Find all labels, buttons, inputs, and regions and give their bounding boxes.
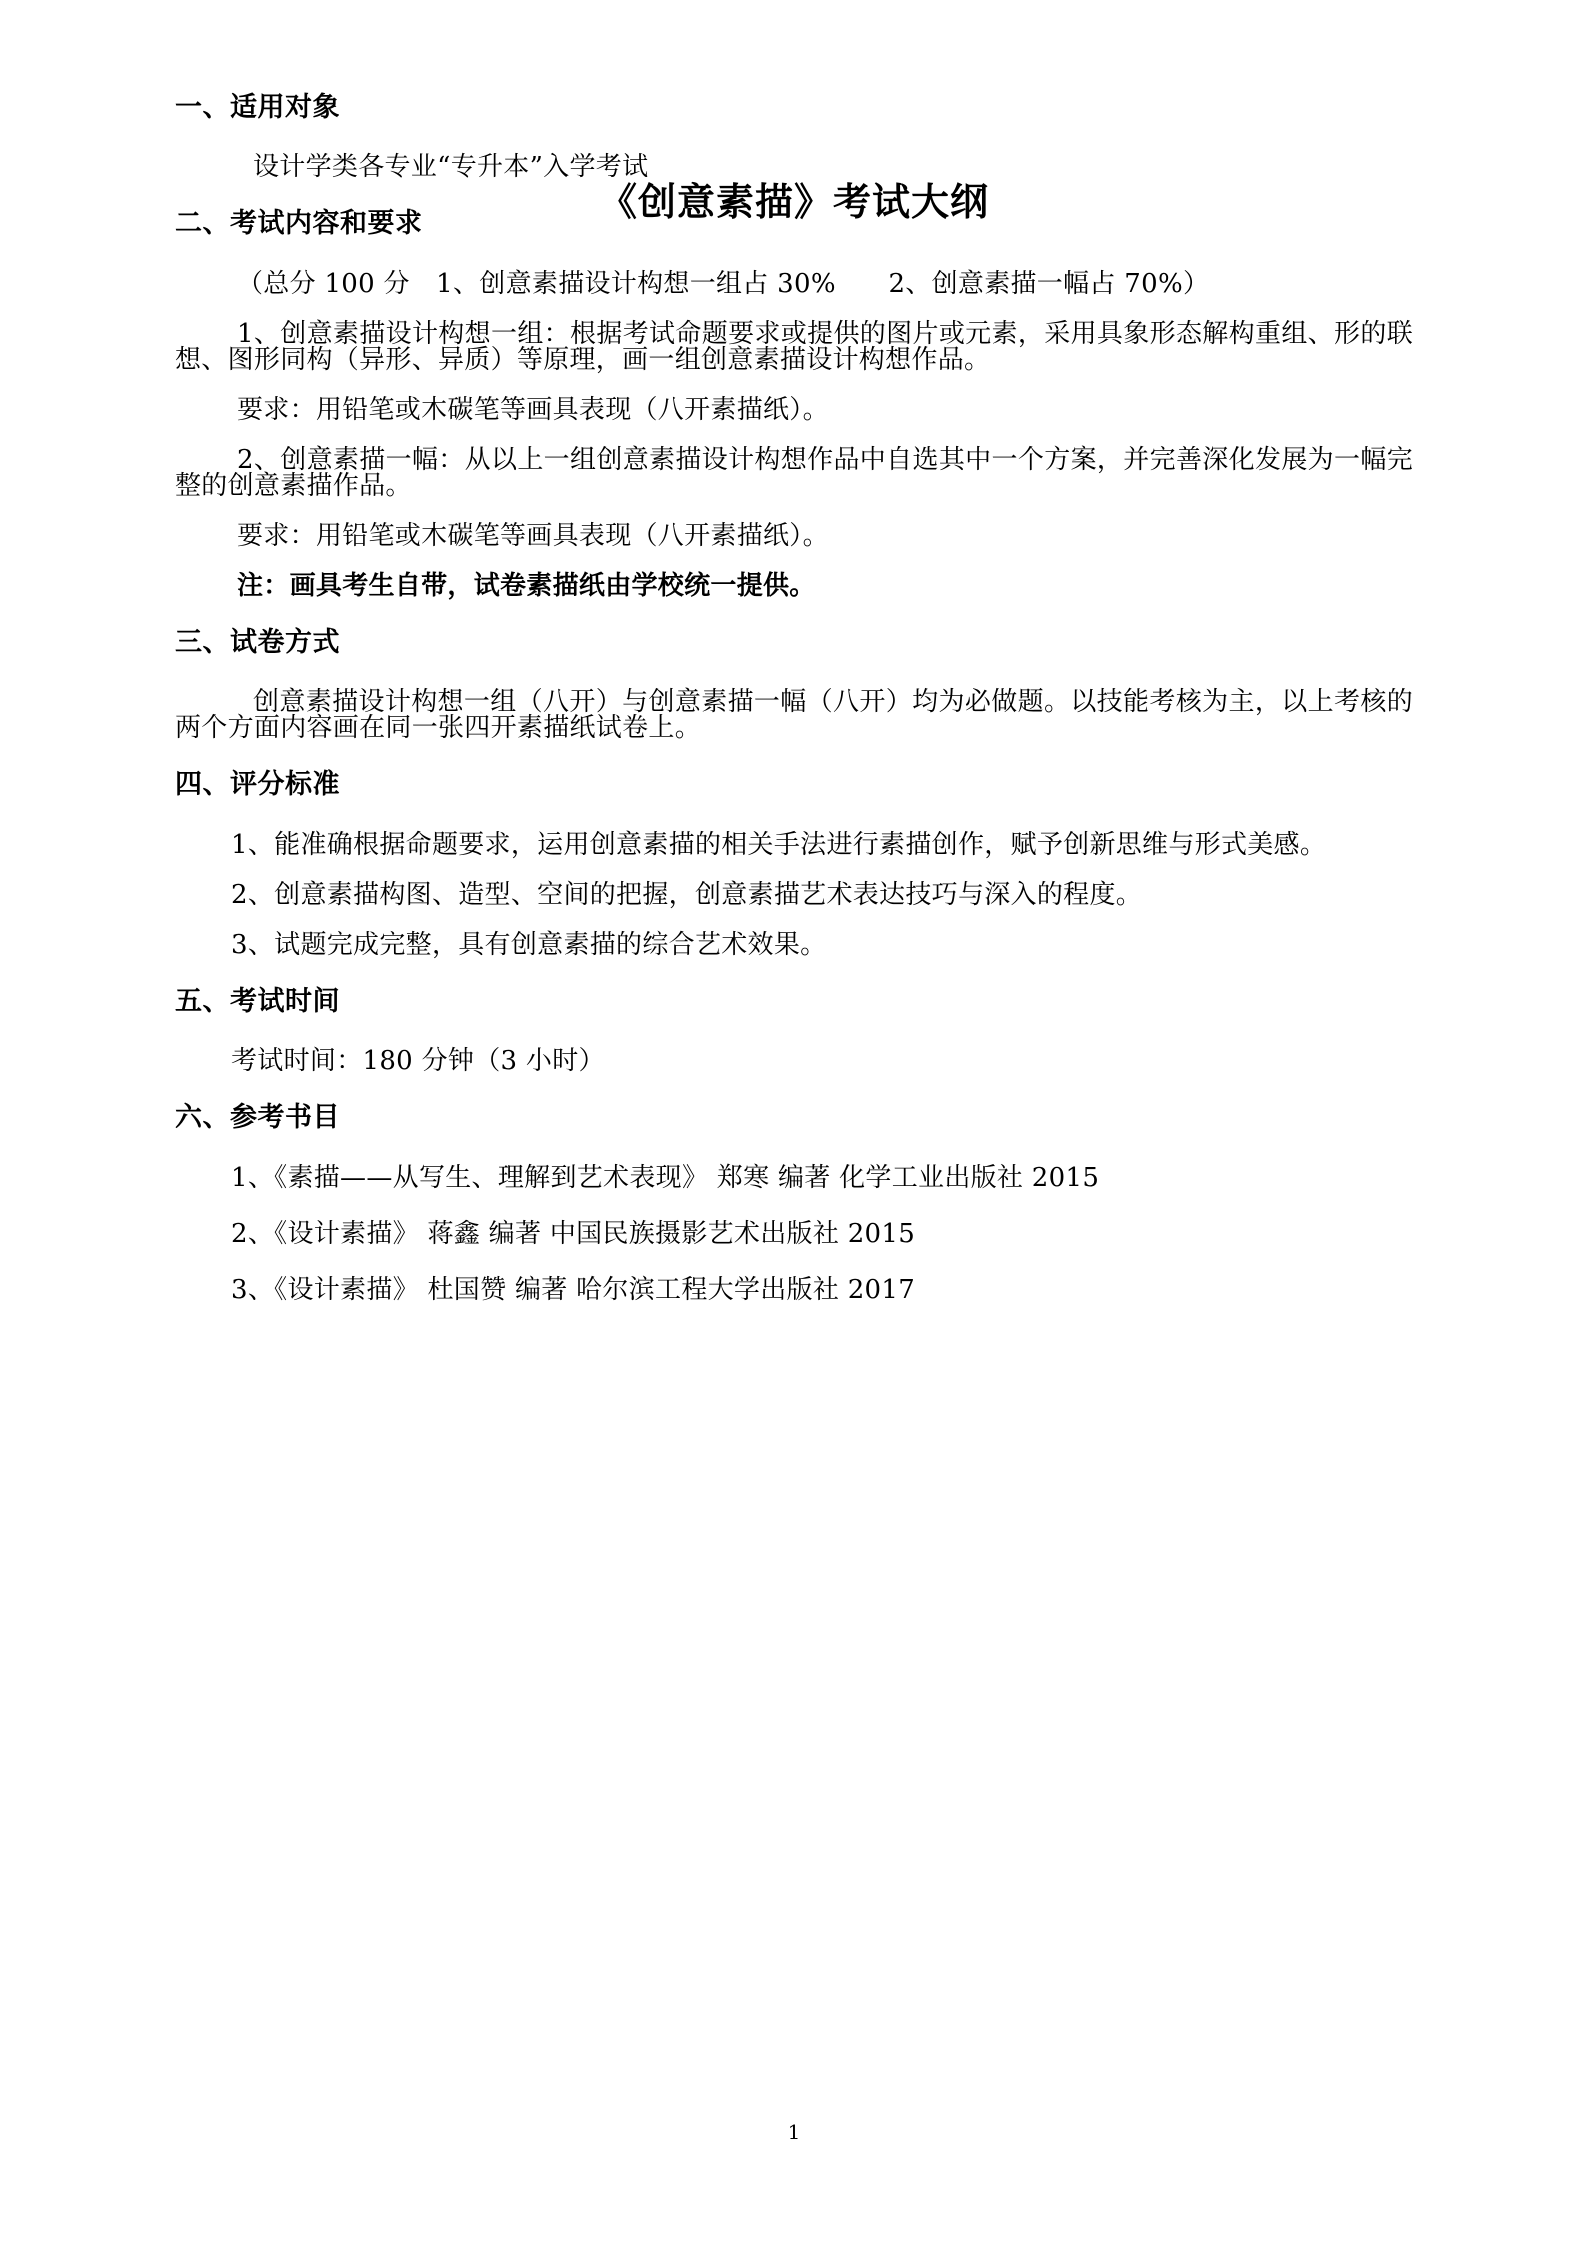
- spacer: [175, 1074, 1413, 1100]
- section-5-exam-duration: 考试时间：180 分钟（3 小时）: [231, 1046, 605, 1077]
- section-2-requirement-2: 要求：用铅笔或木碳笔等画具表现（八开素描纸）。: [237, 520, 829, 551]
- spacer: [175, 423, 1413, 447]
- spacer: [175, 1137, 1413, 1165]
- reference-item-1: 1、《素描——从写生、理解到艺术表现》 郑寒 编著 化学工业出版社 2015: [231, 1162, 1100, 1193]
- spacer: [175, 373, 1413, 397]
- reference-item-3: 3、《设计素描》 杜国赞 编著 哈尔滨工程大学出版社 2017: [231, 1274, 916, 1305]
- page-title: 《创意素描》考试大纲: [598, 180, 989, 224]
- page-number: 1: [787, 2120, 801, 2144]
- reference-item-2: 2、《设计素描》 蒋鑫 编著 中国民族摄影艺术出版社 2015: [231, 1218, 916, 1249]
- spacer: [175, 958, 1413, 984]
- spacer: [175, 1020, 1413, 1048]
- document-body: [175, 0, 1413, 1303]
- section-heading-6: 六、参考书目: [175, 1102, 340, 1134]
- spacer: [175, 126, 1413, 154]
- section-2-requirement-1: 要求：用铅笔或木碳笔等画具表现（八开素描纸）。: [237, 394, 829, 425]
- spacer: [175, 599, 1413, 625]
- spacer: [175, 243, 1413, 271]
- section-4-criterion-3: 3、试题完成完整，具有创意素描的综合艺术效果。: [231, 929, 827, 960]
- spacer: [175, 908, 1413, 932]
- spacer: [175, 804, 1413, 832]
- spacer: [175, 1191, 1413, 1221]
- section-heading-2: 二、考试内容和要求: [175, 208, 423, 240]
- spacer: [175, 741, 1413, 767]
- spacer: [175, 180, 1413, 206]
- section-2-item-2: 2、创意素描一幅：从以上一组创意素描设计构想作品中自选其中一个方案，并完善深化发展为一幅完整的创意素描作品。: [175, 444, 1413, 501]
- section-heading-1: 一、适用对象: [175, 92, 340, 123]
- spacer: [175, 1247, 1413, 1277]
- section-2-item-1: 1、创意素描设计构想一组：根据考试命题要求或提供的图片或元素，采用具象形态解构重组、形的联想、图形同构（异形、异质）等原理，画一组创意素描设计构想作品。: [175, 318, 1413, 375]
- section-1-line-1: 设计学类各专业“专升本”入学考试: [253, 152, 649, 183]
- section-3-line-1: 创意素描设计构想一组（八开）与创意素描一幅（八开）均为必做题。以技能考核为主，以上考核的两个方面内容画在同一张四开素描纸试卷上。: [175, 687, 1413, 744]
- section-4-criterion-1: 1、能准确根据命题要求，运用创意素描的相关手法进行素描创作，赋予创新思维与形式美感。: [231, 829, 1327, 860]
- spacer: [175, 0, 1413, 90]
- section-heading-4: 四、评分标准: [175, 769, 340, 801]
- spacer: [175, 549, 1413, 573]
- spacer: [175, 297, 1413, 321]
- spacer: [175, 499, 1413, 523]
- section-2-score-breakdown: （总分 100 分 1、创意素描设计构想一组占 30% 2、创意素描一幅占 70%）: [237, 268, 1210, 299]
- section-4-criterion-2: 2、创意素描构图、造型、空间的把握，创意素描艺术表达技巧与深入的程度。: [231, 879, 1143, 910]
- spacer: [175, 661, 1413, 689]
- section-heading-3: 三、试卷方式: [175, 626, 340, 658]
- section-2-note: 注：画具考生自带，试卷素描纸由学校统一提供。: [237, 570, 816, 601]
- spacer: [175, 858, 1413, 882]
- section-heading-5: 五、考试时间: [175, 985, 340, 1017]
